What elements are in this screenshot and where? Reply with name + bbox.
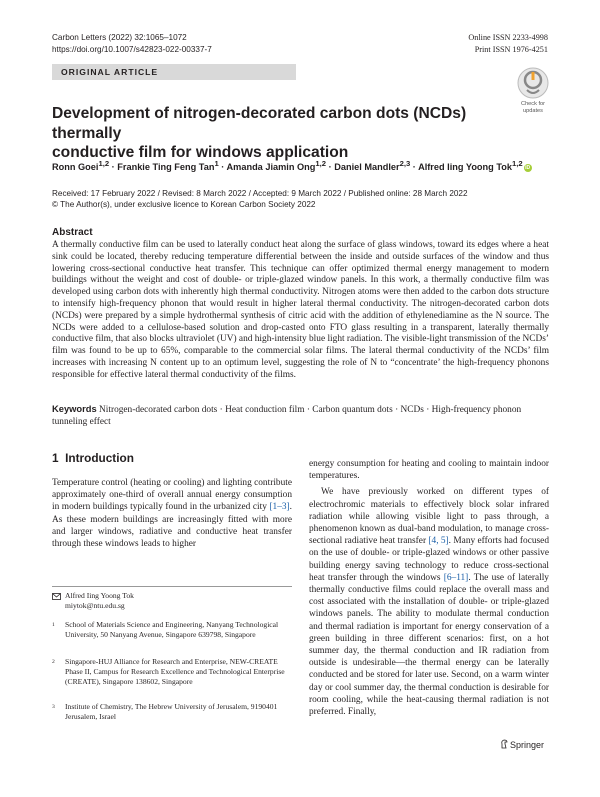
issn-print: Print ISSN 1976-4251 — [474, 44, 548, 54]
citation-link[interactable]: [6–11] — [443, 572, 469, 583]
journal-header — [52, 32, 212, 55]
publication-history — [52, 189, 468, 210]
citation-link[interactable]: [1–3] — [269, 502, 290, 513]
issn-online: Online ISSN 2233-4998 — [468, 33, 548, 42]
keywords-label: Keywords — [52, 404, 97, 414]
title-line-1: Development of nitrogen-decorated carbon dots (NCDs) thermally — [52, 105, 467, 142]
check-for-updates-label[interactable] — [512, 101, 554, 114]
issn-block — [468, 32, 548, 55]
dates-line: Received: 17 February 2022 / Revised: 8 March 2022 / Accepted: 9 March 2022 / Published online: 28 March 2022 — [52, 189, 468, 198]
article-type-banner: ORIGINAL ARTICLE — [52, 64, 296, 80]
affiliation-3: 3 Institute of Chemistry, The Hebrew University of Jerusalem, 9190401 Jerusalem, Israel — [52, 702, 278, 721]
section-heading — [52, 451, 134, 465]
corresponding-author — [52, 591, 292, 611]
corresponding-email[interactable]: miytok@ntu.edu.sg — [65, 601, 125, 610]
publisher-name: Springer — [510, 740, 545, 750]
abstract-heading: Abstract — [52, 227, 93, 238]
abstract-text: A thermally conductive film can be used to laterally conduct heat along the surface of glass windows, toward its edges where a heat sink could be located, thereby reducing temperature differential between the inside and outside surfaces of the window and thus lowering cross-sectional conductive heat transfer. This technique can offer optimized thermal energy management to modern buildings without the weight and cost of double- or triple-glazed window panels. In this work, a thermally conductive film was developed using carbon dots with inherently high thermal conductivity. Nitrogen atoms were then added to the carbon dots structure to intensify high-frequency phonon that would result in higher lateral thermal conductivity. The nitrogen-decorated carbon dots (NCDs) were prepared by a simple hydrothermal synthesis of citric acid with the addition of ethylenediamine as the N source. The NCDs were added to a cellulose-based solution and drop-casted onto FTO glass resulting in a transparent, laterally thermally conductive film, that also blocks ultraviolet (UV) and high-intensity blue light radiation. The visible-light transmission of the NCDs’ film was found to be up to 65%, comparable to the commercial solar films. The lateral thermal conductivity of the NCDs’ film increases with increasing N content up to an optimum level, suggesting the role of N to “concentrate’ the high-frequency phonons responsible for effective lateral thermal conductivity of the films. — [52, 240, 549, 380]
springer-horse-icon — [500, 739, 508, 749]
badge-line1: Check for — [521, 101, 545, 107]
intro-right-column — [309, 458, 549, 718]
author[interactable]: Ronn Goei$^{1,2}$ — [52, 159, 110, 173]
journal-citation: Carbon Letters (2022) 32:1065–1072 — [52, 33, 187, 42]
intro-paragraph: energy consumption for heating and cooling to maintain indoor temperatures. — [309, 459, 549, 482]
publisher-logo — [500, 739, 544, 750]
corresponding-name: Alfred Iing Yoong Tok — [65, 591, 134, 600]
keywords-list: Nitrogen-decorated carbon dots · Heat conduction film · Carbon quantum dots · NCDs · High-frequency phonon tunneling effect — [52, 405, 522, 427]
badge-line2: updates — [523, 107, 543, 114]
intro-paragraph: Temperature control (heating or cooling) and lighting contribute approximately one-third of overall annual energy consumption in modern buildings typically found in the urbanized city [1–3]. As these modern buildings are increasingly fitted with more and larger windows, radiative and conductive heat transfer through these windows leads to higher — [52, 478, 292, 550]
title-line-2: conductive film for windows application — [52, 144, 349, 161]
author[interactable]: Amanda Jiamin Ong$^{1,2}$ — [226, 159, 327, 173]
keywords — [52, 404, 549, 429]
author[interactable]: Frankie Ting Feng Tan$^1$ — [117, 159, 219, 173]
copyright-line: © The Author(s), under exclusive licence to Korean Carbon Society 2022 — [52, 199, 316, 209]
envelope-icon — [52, 591, 61, 604]
orcid-icon[interactable]: iD — [525, 165, 531, 172]
author[interactable]: Daniel Mandler$^{2,3}$ — [334, 159, 411, 173]
citation-link[interactable]: [4, 5] — [428, 536, 449, 547]
footnote-divider — [52, 586, 292, 587]
affiliation-2: 2 Singapore-HUJ Alliance for Research and Enterprise, NEW-CREATE Phase II, Campus for Research Excellence and Technological Enterprise (CREATE), Singapore 138602, Singapore — [52, 657, 285, 686]
doi-link[interactable]: https://doi.org/10.1007/s42823-022-00337-7 — [52, 44, 212, 54]
author-list: Ronn Goei$^{1,2}$ · Frankie Ting Feng Tan$^1$ · Amanda Jiamin Ong$^{1,2}$ · Daniel Mandler$^{2,3}$ · Alfred Iing Yoong Tok$^{1,2}$iD — [52, 159, 531, 173]
check-for-updates-icon[interactable] — [516, 66, 550, 100]
author[interactable]: Alfred Iing Yoong Tok$^{1,2}$ — [418, 159, 523, 173]
intro-left-column — [52, 477, 292, 550]
affiliation-1: 1 School of Materials Science and Engineering, Nanyang Technological University, 50 Nanyang Avenue, Singapore 639798, Singapore — [52, 620, 279, 639]
paper-title — [52, 104, 502, 163]
section-title: Introduction — [65, 451, 134, 465]
section-number: 1 — [52, 451, 59, 465]
intro-paragraph: We have previously worked on different types of electrochromic materials to effectively block solar infrared radiation while allowing visible light to pass through, a phenomenon known as dual-band modulation, to manage cross-sectional radiative heat transfer [4, 5]. Many efforts had focused on the use of double- or triple-glazed windows or other passive building energy saving technology to reduce cross-sectional heat transfer through the windows [6–11]. The use of laterally thermally conductive films could replace the overall mass and cost associated with the installation of double- or triple-glazed windows panels. The ability to modulate thermal conduction and thermal radiation is important for energy conservation of a green building in three different scenarios: first, on a hot summer day, the thermal conduction and IR radiation from outside is undesirable—the thermal energy can be laterally conducted and be stored for later use. Second, on a warm winter day or cool summer day, the thermal conduction is desirable for room cooling, while the heat-causing thermal radiation is not preferred. Finally, — [309, 487, 549, 718]
